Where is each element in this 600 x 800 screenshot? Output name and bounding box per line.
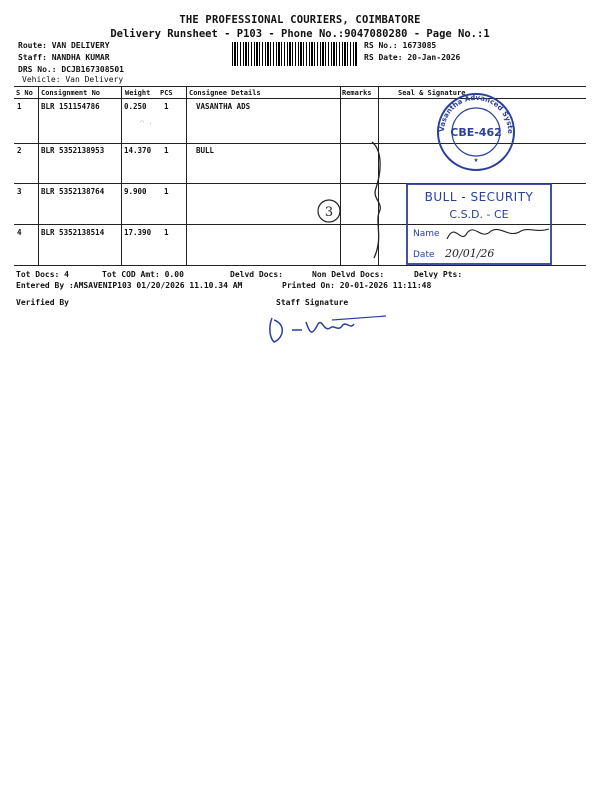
company-name: THE PROFESSIONAL COURIERS, COIMBATORE	[179, 14, 421, 26]
column-header-seal-signature: Seal & Signature	[398, 89, 466, 97]
entered-by: Entered By :AMSAVENIP103 01/20/2026 11.10.34 AM	[16, 281, 243, 290]
column-header-consignment: Consignment No	[41, 89, 101, 97]
row-1-pcs: 1	[164, 102, 169, 111]
stamp-title: BULL - SECURITY	[424, 190, 534, 204]
staff-signature-label: Staff Signature	[276, 298, 349, 307]
total-docs: Tot Docs: 4	[16, 270, 69, 279]
row-2-consignee: BULL	[196, 146, 215, 155]
row-2-consignment: BLR 5352138953	[41, 146, 105, 155]
row-3-pcs: 1	[164, 187, 169, 196]
row-4-weight: 17.390	[124, 228, 152, 237]
svg-text:3: 3	[324, 205, 334, 220]
bull-security-stamp	[405, 181, 555, 267]
row-3-consignment: BLR 5352138764	[41, 187, 105, 196]
column-header-remarks: Remarks	[342, 89, 372, 97]
staff-signature	[262, 310, 392, 348]
row-4-sno: 4	[17, 228, 22, 237]
stamp-subtitle: C.S.D. - CE	[449, 208, 509, 221]
stamp-name-label: Name	[413, 229, 440, 239]
printed-on: Printed On: 20-01-2026 11:11:48	[282, 281, 432, 290]
stamp-date-label: Date	[413, 250, 435, 260]
seal-center-text: CBE-462	[450, 126, 502, 139]
company-seal-stamp	[428, 86, 524, 172]
row-1-consignment: BLR 151154786	[41, 102, 100, 111]
delivered-docs: Delvd Docs:	[230, 270, 283, 279]
column-header-sno: S No	[16, 89, 33, 97]
delivery-points: Delvy Pts:	[414, 270, 463, 279]
row-3-weight: 9.900	[124, 187, 147, 196]
row-2-sno: 2	[17, 146, 22, 155]
handwritten-date: 20/01/26	[445, 247, 495, 260]
seal-ring-text: Vasantha Advanced Syste	[437, 93, 515, 134]
vehicle-label: Vehicle: Van Delivery	[22, 75, 124, 84]
rs-number: RS No.: 1673085	[364, 41, 437, 50]
route-label: Route: VAN DELIVERY	[18, 41, 110, 50]
row-1-sno: 1	[17, 102, 22, 111]
rs-date: RS Date: 20-Jan-2026	[364, 53, 461, 62]
pencil-mark: ⌒ .	[140, 118, 153, 126]
column-header-consignee: Consignee Details	[189, 89, 261, 97]
row-2-pcs: 1	[164, 146, 169, 155]
row-1-consignee: VASANTHA ADS	[196, 102, 251, 111]
column-header-weight: Weight	[125, 89, 151, 97]
row-4-pcs: 1	[164, 228, 169, 237]
row-4-consignment: BLR 5352138514	[41, 228, 105, 237]
row-1-weight: 0.250	[124, 102, 147, 111]
handwritten-brace	[368, 140, 388, 262]
row-3-sno: 3	[17, 187, 22, 196]
svg-text:★: ★	[473, 155, 479, 164]
drs-label: DRS No.: DCJB167308501	[18, 65, 124, 74]
runsheet-subtitle: Delivery Runsheet - P103 - Phone No.:9047080280 - Page No.:1	[110, 28, 490, 40]
total-cod-amount: Tot COD Amt: 0.00	[102, 270, 184, 279]
column-header-pcs: PCS	[160, 89, 173, 97]
barcode	[232, 42, 358, 66]
non-delivered-docs: Non Delvd Docs:	[312, 270, 385, 279]
staff-label: Staff: NANDHA KUMAR	[18, 53, 110, 62]
row-2-weight: 14.370	[124, 146, 152, 155]
verified-by-label: Verified By	[16, 298, 69, 307]
circled-number-3	[316, 198, 342, 224]
